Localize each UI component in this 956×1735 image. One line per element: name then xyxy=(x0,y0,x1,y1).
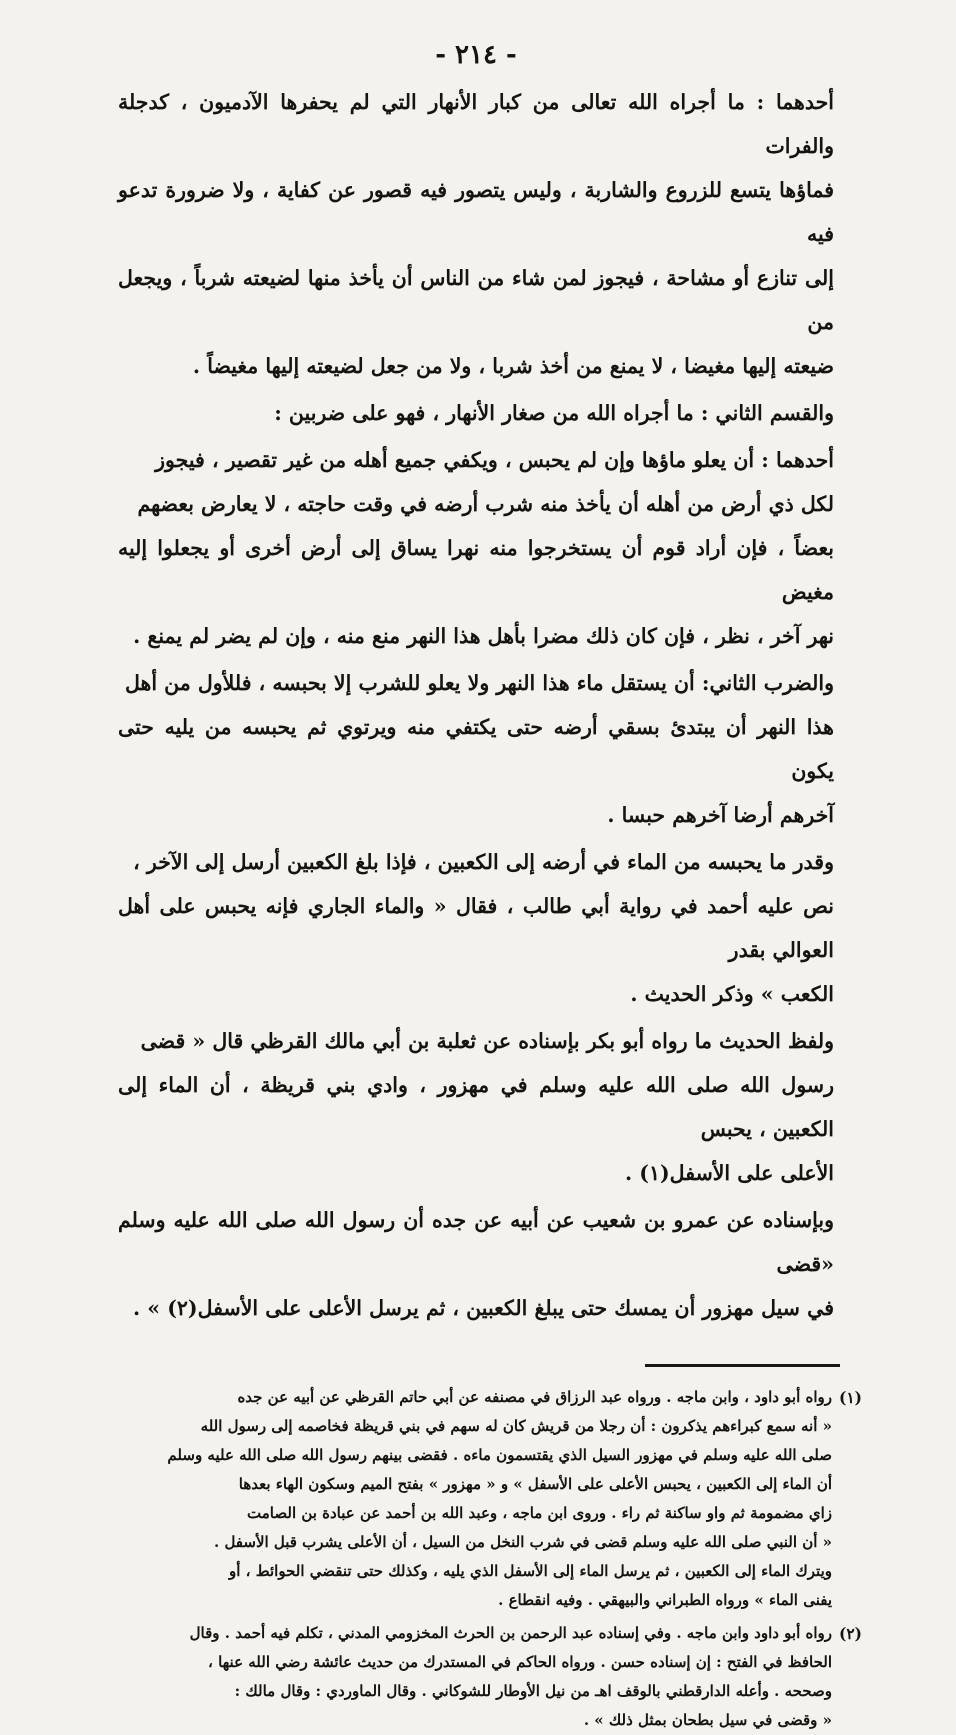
text-line: آخرهم أرضا آخرهم حبسا . xyxy=(607,803,834,827)
text-line: لكل ذي أرض من أهله أن يأخذ منه شرب أرضه في وقت حاجته ، لا يعارض بعضهم xyxy=(137,492,834,516)
text-line: هذا النهر أن يبتدئ بسقي أرضه حتى يكتفي منه ويرتوي ثم يحبسه من يليه حتى يكون xyxy=(118,715,834,783)
text-line: فماؤها يتسع للزروع والشاربة ، وليس يتصور فيه قصور عن كفاية ، ولا ضرورة تدعو فيه xyxy=(118,178,834,246)
text-line: والقسم الثاني : ما أجراه الله من صغار الأنهار ، فهو على ضربين : xyxy=(274,401,834,425)
footnote-line: « وقضى في سيل بطحان بمثل ذلك » . xyxy=(583,1711,832,1729)
text-line: بعضاً ، فإن أراد قوم أن يستخرجوا منه نهرا يساق إلى أرض أخرى أو يجعلوا إليه مغيض xyxy=(118,536,834,604)
text-line: أحدهما : أن يعلو ماؤها وإن لم يحبس ، ويكفي جميع أهله من غير تقصير ، فيجوز xyxy=(155,448,834,472)
footnote-line: أن الماء إلى الكعبين ، يحبس الأعلى على الأسفل » و « مهزور » بفتح الميم وسكون الهاء بعدها xyxy=(238,1475,832,1493)
footnote-2 xyxy=(118,1619,862,1735)
main-text xyxy=(118,80,834,1330)
text-line: وقدر ما يحبسه من الماء في أرضه إلى الكعبين ، فإذا بلغ الكعبين أرسل إلى الآخر ، xyxy=(133,850,834,874)
footnote-text xyxy=(118,1383,832,1615)
footnote-line: وصححه . وأعله الدارقطني بالوقف اهـ من نيل الأوطار للشوكاني . وقال الماوردي : وقال مالك : xyxy=(234,1682,832,1700)
text-line: الكعب » وذكر الحديث . xyxy=(630,982,834,1006)
footnote-line: ويترك الماء إلى الكعبين ، ثم يرسل الماء إلى الأسفل الذي يليه ، وكذلك حتى تنقضي الحوائط ، أو xyxy=(229,1562,832,1580)
footnote-line: « أن النبي صلى الله عليه وسلم قضى في شرب النخل من السيل ، أن الأعلى يشرب قبل الأسفل . xyxy=(214,1533,832,1551)
text-line: في سيل مهزور أن يمسك حتى يبلغ الكعبين ، ثم يرسل الأعلى على الأسفل(٢) » . xyxy=(132,1296,834,1320)
text-line: وبإسناده عن عمرو بن شعيب عن أبيه عن جده أن رسول الله صلى الله عليه وسلم «قضى xyxy=(118,1208,834,1276)
footnote-marker: (١) xyxy=(838,1388,862,1407)
page-number: - ٢١٤ - xyxy=(435,40,517,70)
text-line: ضيعته إليها مغيضا ، لا يمنع من أخذ شربا ، ولا من جعل لضيعته إليها مغيضاً . xyxy=(192,354,834,378)
footnote-1 xyxy=(118,1383,862,1615)
text-line: رسول الله صلى الله عليه وسلم في مهزور ، وادي بني قريظة ، أن الماء إلى الكعبين ، يحبس xyxy=(118,1073,834,1141)
footnotes xyxy=(118,1383,862,1735)
footnote-line: رواه أبو داود ، وابن ماجه . ورواه عبد الرزاق في مصنفه عن أبي حاتم القرظي عن أبيه عن جده xyxy=(237,1388,832,1406)
footnote-line: الحافظ في الفتح : إن إسناده حسن . ورواه الحاكم في المستدرك من حديث عائشة رضي الله عنها ، xyxy=(208,1653,832,1671)
footnote-line: يفنى الماء » ورواه الطبراني والبيهقي . وفيه انقطاع . xyxy=(498,1591,832,1609)
footnote-line: زاي مضمومة ثم واو ساكنة ثم راء . وروى ابن ماجه ، وعبد الله بن أحمد عن عبادة بن الصامت xyxy=(247,1504,832,1522)
text-line: الأعلى على الأسفل(١) . xyxy=(624,1161,834,1185)
text-line: إلى تنازع أو مشاحة ، فيجوز لمن شاء من الناس أن يأخذ منها لضيعته شرباً ، ويجعل من xyxy=(118,266,834,334)
text-line: ولفظ الحديث ما رواه أبو بكر بإسناده عن ثعلبة بن أبي مالك القرظي قال « قضى xyxy=(140,1029,834,1053)
text-line: والضرب الثاني: أن يستقل ماء هذا النهر ولا يعلو للشرب إلا بحبسه ، فللأول من أهل xyxy=(125,671,834,695)
footnote-line: رواه أبو داود وابن ماجه . وفي إسناده عبد الرحمن بن الحرث المخزومي المدني ، تكلم فيه أحمد . وقال xyxy=(189,1624,832,1642)
text-line: نهر آخر ، نظر ، فإن كان ذلك مضرا بأهل هذا النهر منع منه ، وإن لم يضر لم يمنع . xyxy=(133,624,834,648)
text-line: أحدهما : ما أجراه الله تعالى من كبار الأنهار التي لم يحفرها الآدميون ، كدجلة والفرات xyxy=(118,90,834,158)
footnote-divider xyxy=(645,1364,840,1367)
text-line: نص عليه أحمد في رواية أبي طالب ، فقال « والماء الجاري فإنه يحبس على أهل العوالي بقدر xyxy=(118,894,834,962)
footnote-line: « أنه سمع كبراءهم يذكرون : أن رجلا من قريش كان له سهم في بني قريظة فخاصمه إلى رسول الله xyxy=(200,1417,832,1435)
footnote-line: صلى الله عليه وسلم في مهزور السيل الذي يقتسمون ماءه . فقضى بينهم رسول الله صلى الله عليه وسلم xyxy=(167,1446,832,1464)
footnote-marker: (٢) xyxy=(838,1624,862,1643)
footnote-text xyxy=(118,1619,832,1735)
